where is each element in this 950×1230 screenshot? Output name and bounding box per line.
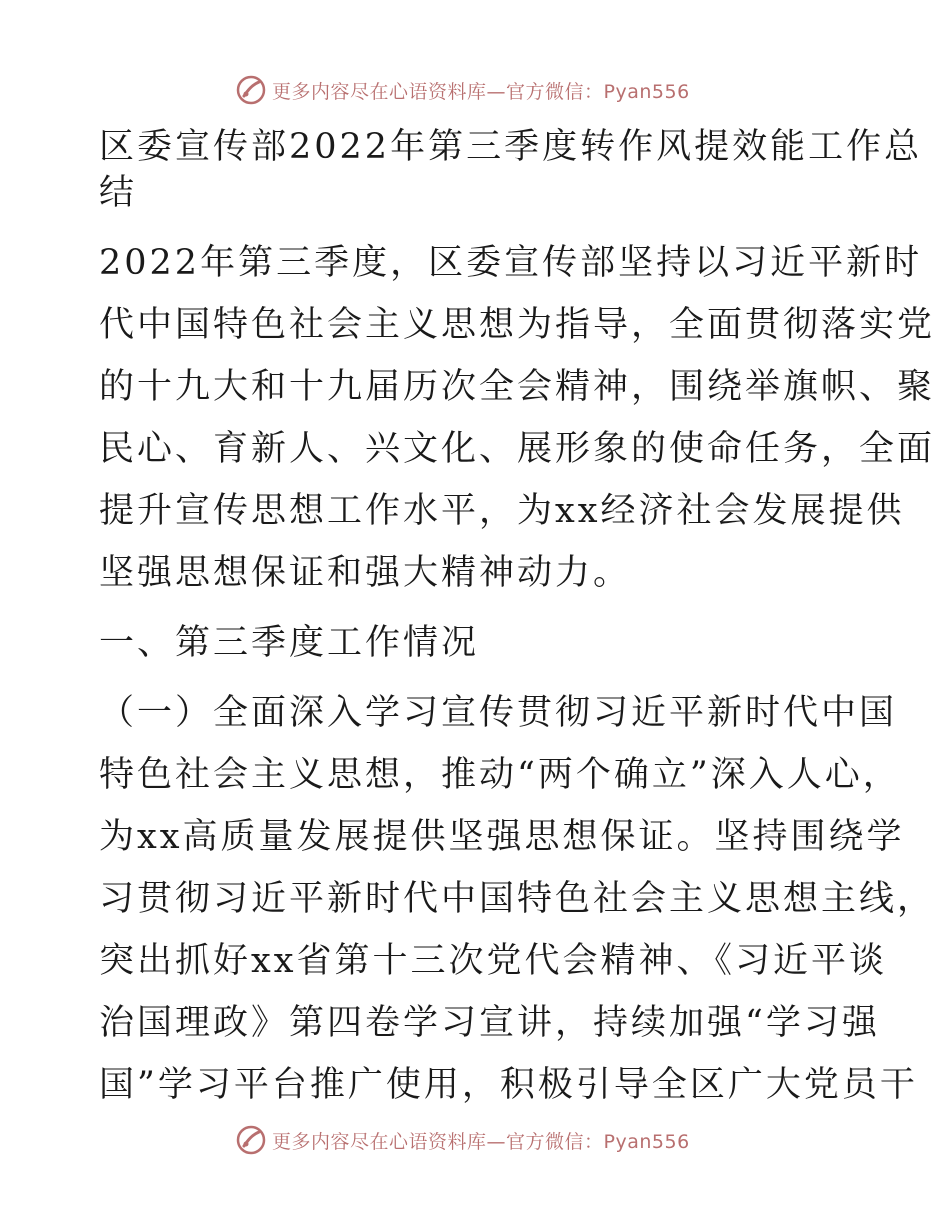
section-line-1: （一）全面深入学习宣传贯彻习近平新时代中国 — [99, 693, 898, 733]
section-line-3: 为xx高质量发展提供坚强思想保证。坚持围绕学 — [99, 817, 905, 857]
document-title-line-1: 区委宣传部2022年第三季度转作风提效能工作总 — [99, 127, 923, 167]
intro-line-3: 的十九大和十九届历次全会精神，围绕举旗帜、聚 — [99, 367, 936, 407]
intro-line-1: 2022年第三季度，区委宣传部坚持以习近平新时 — [99, 243, 923, 283]
section-line-4: 习贯彻习近平新时代中国特色社会主义思想主线， — [99, 879, 936, 919]
document-body — [99, 124, 936, 1108]
brush-circle-logo-icon — [236, 75, 266, 105]
section-line-6: 治国理政》第四卷学习宣讲，持续加强“学习强 — [99, 1003, 880, 1043]
brush-circle-logo-icon — [236, 1125, 266, 1155]
section-heading: 一、第三季度工作情况 — [99, 623, 480, 663]
document-title-line-2: 结 — [99, 173, 138, 213]
section-line-5: 突出抓好xx省第十三次党代会精神、《习近平谈 — [99, 941, 887, 981]
section-line-2: 特色社会主义思想，推动“两个确立”深入人心， — [99, 755, 901, 795]
intro-line-5: 提升宣传思想工作水平，为xx经济社会发展提供 — [99, 491, 905, 531]
section-line-7: 国”学习平台推广使用，积极引导全区广大党员干 — [99, 1065, 918, 1105]
watermark-text: 更多内容尽在心语资料库—官方微信：Pyan556 — [272, 1130, 690, 1153]
intro-line-2: 代中国特色社会主义思想为指导，全面贯彻落实党 — [99, 305, 936, 345]
footer-watermark — [236, 1123, 690, 1157]
watermark-text: 更多内容尽在心语资料库—官方微信：Pyan556 — [272, 80, 690, 103]
intro-line-6: 坚强思想保证和强大精神动力。 — [99, 553, 632, 593]
header-watermark — [236, 73, 690, 107]
intro-line-4: 民心、育新人、兴文化、展形象的使命任务，全面 — [99, 429, 936, 469]
